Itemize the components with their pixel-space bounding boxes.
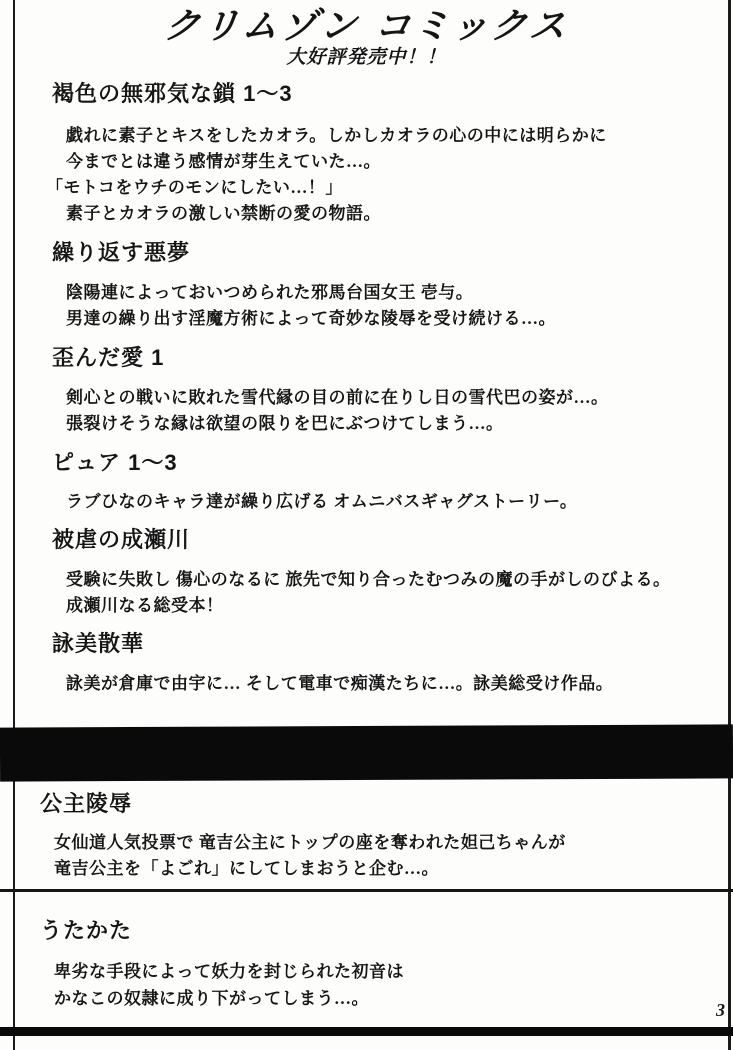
entry-description-line: かなこの奴隷に成り下がってしまう…。 [54, 989, 369, 1008]
bottom-border-bar [0, 1027, 733, 1036]
entry-title: 歪んだ愛 1 [52, 345, 165, 370]
entry-title: 詠美散華 [52, 631, 145, 656]
black-divider-bar [0, 724, 733, 781]
page-subtitle: 大好評発売中！！ [286, 46, 447, 68]
thin-divider-rule [0, 889, 733, 892]
entry-description-line: 詠美が倉庫で由宇に… そして電車で痴漢たちに…。詠美総受け作品。 [66, 674, 614, 693]
page-number: 3 [716, 1000, 725, 1020]
entry-title: うたかた [40, 918, 133, 943]
entry-title: ピュア 1～3 [52, 450, 178, 475]
entry-description-line: 成瀬川なる総受本！ [66, 596, 224, 615]
entry-description-line: 今までとは違う感情が芽生えていた…。 [66, 152, 381, 171]
entry-description-line: 戯れに素子とキスをしたカオラ。しかしカオラの心の中には明らかに [66, 126, 607, 145]
entry-description-line: 素子とカオラの激しい禁断の愛の物語。 [66, 204, 381, 223]
right-border-rule [728, 0, 731, 1050]
entry-description-line: 卑劣な手段によって妖力を封じられた初音は [54, 962, 404, 981]
entry-title: 褐色の無邪気な鎖 1～3 [52, 81, 293, 106]
entry-description-line: 女仙道人気投票で 竜吉公主にトップの座を奪われた妲己ちゃんが [54, 833, 566, 852]
entry-description-line: 受験に失敗し 傷心のなるに 旅先で知り合ったむつみの魔の手がしのびよる。 [66, 570, 671, 589]
entry-description-line: 剣心との戦いに敗れた雪代縁の目の前に在りし日の雪代巴の姿が…。 [66, 388, 609, 407]
entry-description-line: 陰陽連によっておいつめられた邪馬台国女王 壱与。 [66, 283, 474, 302]
left-border-rule [13, 0, 15, 1050]
entry-description-line: ラブひなのキャラ達が繰り広げる オムニバスギャグストーリー。 [66, 492, 578, 511]
entry-title: 繰り返す悪夢 [52, 240, 191, 265]
entry-title: 被虐の成瀬川 [52, 527, 191, 552]
entry-description-line: 「モトコをウチのモンにしたい…！」 [46, 178, 343, 197]
page-title: クリムゾン コミックス [161, 5, 571, 47]
entry-title: 公主陵辱 [40, 791, 133, 816]
entry-description-line: 竜吉公主を「よごれ」にしてしまおうと企む…。 [54, 859, 439, 878]
entry-description-line: 張裂けそうな縁は欲望の限りを巴にぶつけてしまう…。 [66, 414, 504, 433]
entry-description-line: 男達の繰り出す淫魔方術によって奇妙な陵辱を受け続ける…。 [66, 309, 556, 328]
